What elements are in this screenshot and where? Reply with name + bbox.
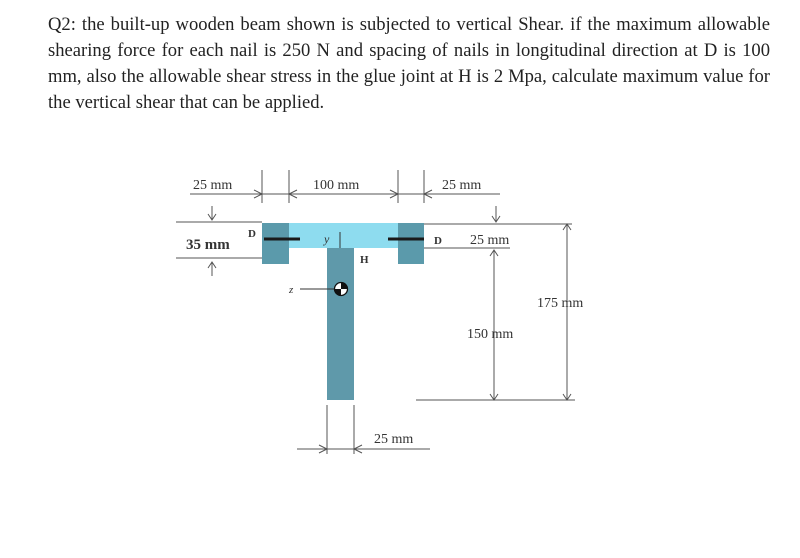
centroid-icon <box>335 283 348 296</box>
dim-100-label: 100 mm <box>313 178 360 193</box>
point-d-left-label: D <box>248 228 256 240</box>
axis-z-label: z <box>289 284 294 296</box>
dim-25-flange-label: 25 mm <box>470 233 510 248</box>
axis-y-label: y <box>324 232 330 246</box>
dim-150-label: 150 mm <box>467 327 514 342</box>
dim-175-label: 175 mm <box>537 296 584 311</box>
left-block <box>262 223 289 264</box>
top-flange <box>289 223 398 248</box>
dim-25-left-label: 25 mm <box>193 178 233 193</box>
point-h-label: H <box>360 254 369 266</box>
dim-35-label: 35 mm <box>186 237 230 253</box>
dim-25-right-label: 25 mm <box>442 178 482 193</box>
question-text: Q2: the built-up wooden beam shown is subjected to vertical Shear. if the maximum allowable shearing force for each nail is 250 N and spacing of nails in longitudinal direction at D is 100 mm, also the allowable shear stress in the glue joint at H is 2 Mpa, calculate maximum value for the vertical shear that can be applied. <box>48 14 770 113</box>
dim-25-web-label: 25 mm <box>374 432 414 447</box>
right-block <box>398 223 424 264</box>
point-d-right-label: D <box>434 235 442 247</box>
web <box>327 248 354 400</box>
